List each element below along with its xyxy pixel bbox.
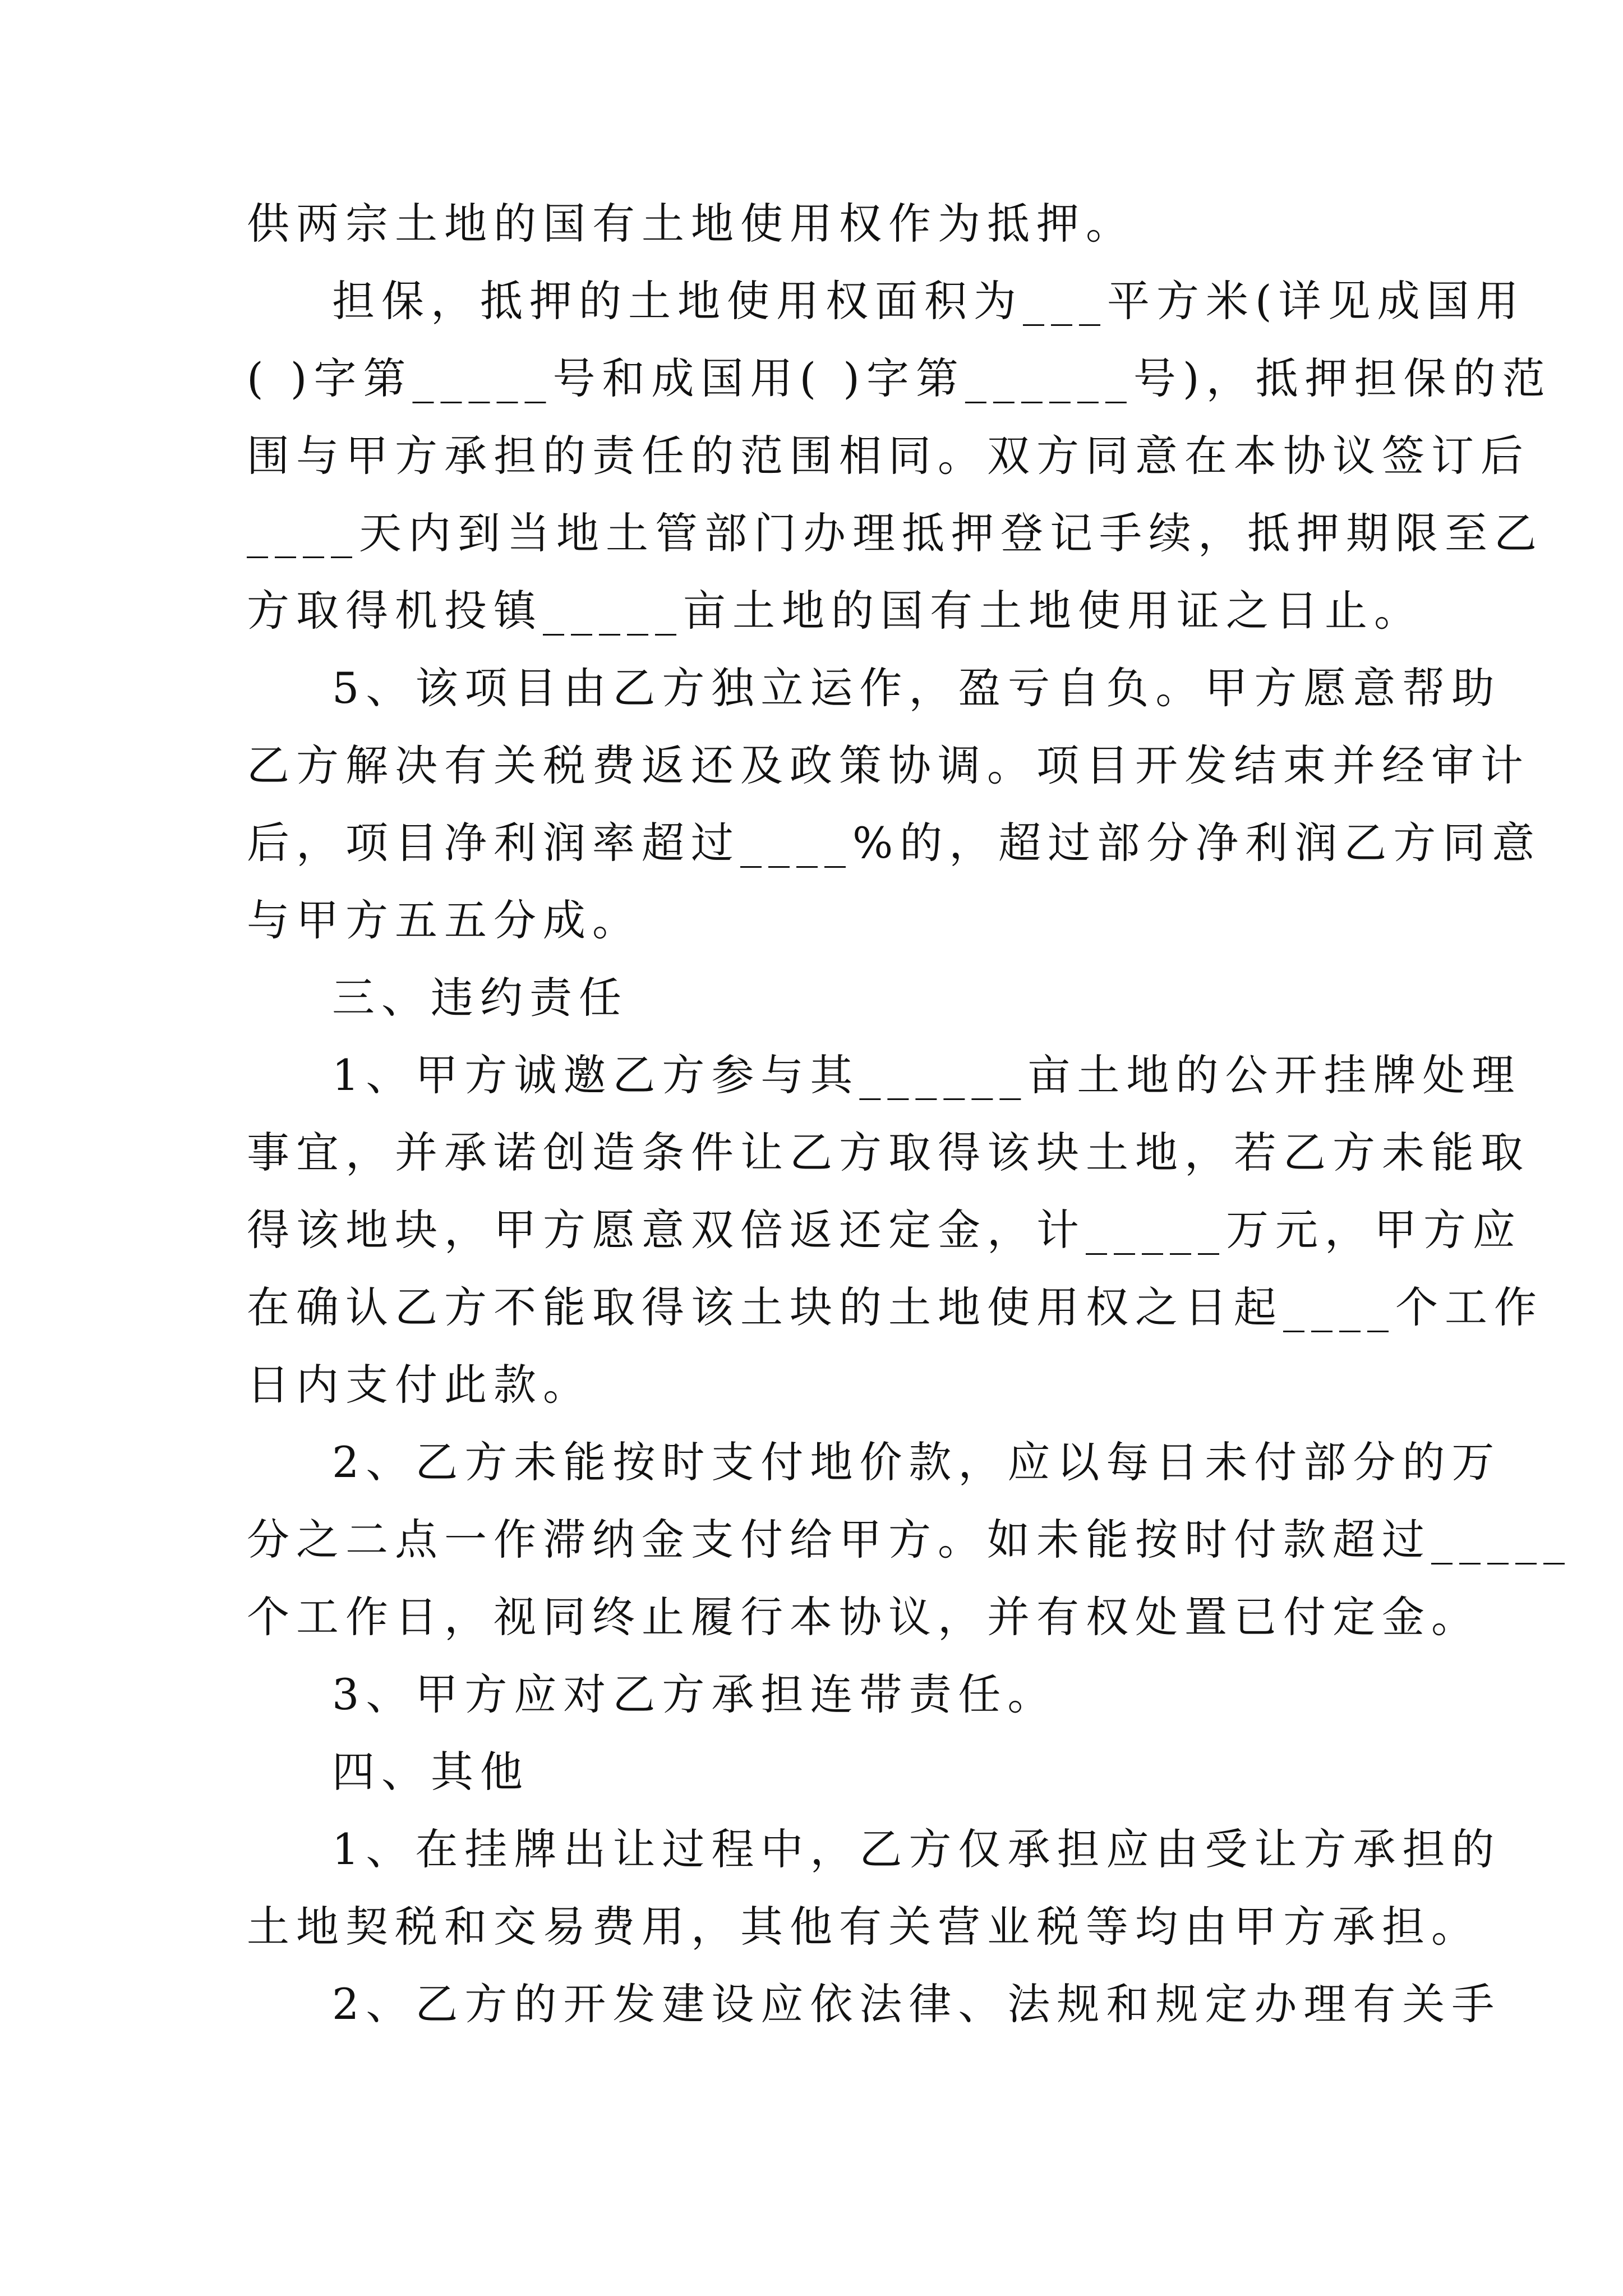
text-line: 事宜，并承诺创造条件让乙方取得该块土地，若乙方未能取 — [247, 1128, 1530, 1177]
text-line: 在确认乙方不能取得该土块的土地使用权之日起____个工作 — [247, 1282, 1543, 1332]
text-line: 2、乙方未能按时支付地价款，应以每日未付部分的万 — [332, 1437, 1501, 1487]
text-line: 与甲方五五分成。 — [247, 895, 642, 945]
text-line: ____天内到当地土管部门办理抵押登记手续，抵押期限至乙 — [247, 508, 1543, 558]
text-line: 分之二点一作滞纳金支付给甲方。如未能按时付款超过_____ — [247, 1515, 1571, 1565]
text-line: 围与甲方承担的责任的范围相同。双方同意在本协议签订后 — [247, 431, 1530, 481]
text-line: 供两宗土地的国有土地使用权作为抵押。 — [247, 199, 1135, 249]
text-line: 担保，抵押的土地使用权面积为___平方米(详见成国用 — [332, 276, 1525, 326]
text-line: 得该地块，甲方愿意双倍返还定金，计_____万元，甲方应 — [247, 1205, 1522, 1255]
text-line: 日内支付此款。 — [247, 1360, 592, 1410]
text-line: 后，项目净利润率超过____%的，超过部分净利润乙方同意 — [247, 818, 1542, 868]
text-line: 乙方解决有关税费返还及政策协调。项目开发结束并经审计 — [247, 740, 1530, 790]
text-line: 个工作日，视同终止履行本协议，并有权处置已付定金。 — [247, 1592, 1481, 1642]
text-line: 方取得机投镇_____亩土地的国有土地使用证之日止。 — [247, 586, 1423, 636]
section-heading: 四、其他 — [332, 1747, 529, 1797]
section-heading: 三、违约责任 — [332, 973, 628, 1023]
text-line: 1、甲方诚邀乙方参与其______亩土地的公开挂牌处理 — [332, 1050, 1521, 1100]
text-line: 3、甲方应对乙方承担连带责任。 — [332, 1669, 1057, 1719]
text-line: 1、在挂牌出让过程中，乙方仅承担应由受让方承担的 — [332, 1824, 1501, 1874]
text-line: 土地契税和交易费用，其他有关营业税等均由甲方承担。 — [247, 1902, 1481, 1952]
text-line: 5、该项目由乙方独立运作，盈亏自负。甲方愿意帮助 — [332, 663, 1501, 713]
text-line: 2、乙方的开发建设应依法律、法规和规定办理有关手 — [332, 1979, 1501, 2029]
text-line: ( )字第_____号和成国用( )字第______号)，抵押担保的范 — [247, 353, 1552, 403]
document-body — [247, 185, 1571, 2043]
